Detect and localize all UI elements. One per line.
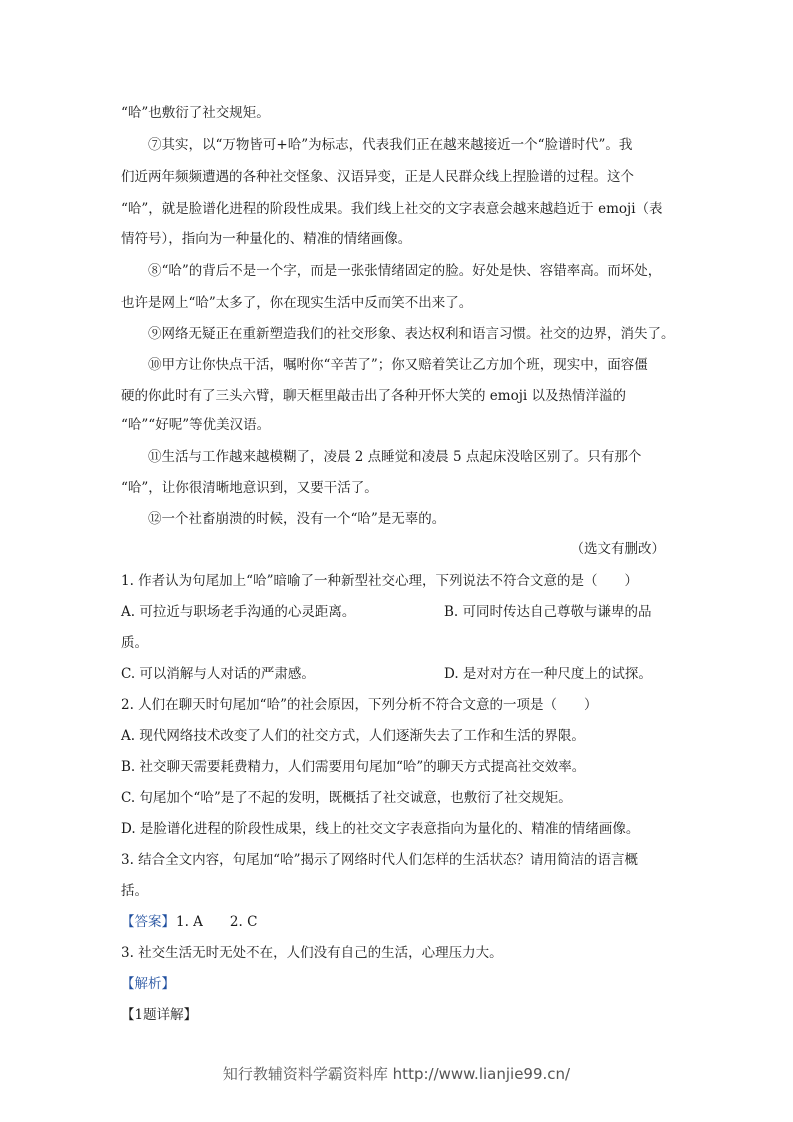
passage-text: 硬的你此时有了三头六臂，聊天框里敲击出了各种开怀大笑的 emoji 以及热情洋溢的: [121, 388, 627, 404]
passage-text: ⑫一个社畜崩溃的时候，没有一个“哈”是无辜的。: [148, 511, 446, 527]
footer-watermark: 知行教辅资料学霸资料库 http://www.lianjie99.cn/: [222, 1065, 571, 1083]
passage-paragraph-8: [0, 255, 793, 287]
question-3-stem-wrap: [0, 875, 793, 907]
passage-text: “哈”也敷衍了社交规矩。: [121, 105, 270, 121]
option-b-continuation: 质。: [121, 635, 148, 651]
passage-line: [0, 161, 793, 193]
option-d: D. 是对对方在一种尺度上的试探。: [444, 666, 652, 682]
question-text: 2. 人们在聊天时句尾加“哈”的社会原因，下列分析不符合文意的一项是（ ）: [121, 697, 598, 713]
passage-paragraph-9: [0, 318, 793, 350]
question-text: 3. 结合全文内容，句尾加“哈”揭示了网络时代人们怎样的生活状态？请用简洁的语言概: [121, 852, 638, 868]
passage-text: 情符号），指向为一种量化的、精准的情绪画像。: [121, 231, 412, 247]
answer-text: 3. 社交生活无时无处不在，人们没有自己的生活，心理压力大。: [121, 945, 503, 961]
question-1-options-cd: [0, 658, 793, 690]
passage-line: [0, 193, 793, 225]
question-1-stem: [0, 565, 793, 597]
passage-line: [0, 472, 793, 504]
passage-text: “哈”，就是脸谱化进程的阶段性成果。我们线上社交的文字表意会越来越趋近于 emoji（表: [121, 201, 663, 217]
passage-text: 也许是网上“哈”太多了，你在现实生活中反而笑不出来了。: [121, 295, 473, 311]
source-note: （选文有删改）: [570, 541, 665, 557]
question-2-option-b: [0, 751, 793, 783]
analysis-subheading: 【1题详解】: [121, 1007, 198, 1023]
option-b: B. 可同时传达自己尊敬与谦卑的品: [444, 604, 652, 620]
passage-text: ⑩甲方让你快点干活，嘱咐你“辛苦了”；你又赔着笑让乙方加个班，现实中，面容僵: [148, 357, 648, 373]
answer-label: 【答案】: [121, 914, 175, 930]
question-text: 1. 作者认为句尾加上“哈”暗喻了一种新型社交心理，下列说法不符合文意的是（ ）: [121, 573, 638, 589]
question-2-option-d: [0, 813, 793, 845]
option-a: A. 现代网络技术改变了人们的社交方式，人们逐渐失去了工作和生活的界限。: [121, 728, 585, 744]
answer-text: 1. A 2. C: [176, 914, 258, 930]
analysis-sub-line: [0, 999, 793, 1031]
passage-line: [0, 97, 793, 129]
question-2-option-a: [0, 720, 793, 752]
passage-text: ⑨网络无疑正在重新塑造我们的社交形象、表达权利和语言习惯。社交的边界，消失了。: [148, 326, 675, 342]
question-2-option-c: [0, 782, 793, 814]
analysis-label: 【解析】: [121, 976, 175, 992]
option-c: C. 可以消解与人对话的严肃感。: [121, 666, 315, 682]
passage-text: ⑦其实，以“万物皆可+哈”为标志，代表我们正在越来越接近一个“脸谱时代”。我: [148, 137, 633, 153]
passage-text: ⑧“哈”的背后不是一个字，而是一张张情绪固定的脸。好处是快、容错率高。而坏处，: [148, 263, 662, 279]
answer-line-2: [0, 937, 793, 969]
answer-line: [0, 906, 793, 938]
option-d: D. 是脸谱化进程的阶段性成果，线上的社交文字表意指向为量化的、精准的情绪画像。: [121, 821, 640, 837]
passage-line: [0, 223, 793, 255]
source-note-line: [0, 533, 793, 565]
option-a: A. 可拉近与职场老手沟通的心灵距离。: [121, 604, 356, 620]
passage-text: “哈”“好呢”等优美汉语。: [121, 417, 271, 433]
passage-paragraph-11: [0, 441, 793, 473]
option-c: C. 句尾加个“哈”是了不起的发明，既概括了社交诚意，也敷衍了社交规矩。: [121, 790, 572, 806]
passage-line: [0, 287, 793, 319]
analysis-line: [0, 968, 793, 1000]
option-b: B. 社交聊天需要耗费精力，人们需要用句尾加“哈”的聊天方式提高社交效率。: [121, 759, 586, 775]
question-3-stem: [0, 844, 793, 876]
question-text: 括。: [121, 883, 148, 899]
passage-text: “哈”，让你很清晰地意识到，又要干活了。: [121, 480, 378, 496]
passage-paragraph-10: [0, 349, 793, 381]
question-1-options-ab: [0, 596, 793, 628]
passage-paragraph-12: [0, 503, 793, 535]
passage-paragraph-7: [0, 129, 793, 161]
passage-text: ⑪生活与工作越来越模糊了，凌晨 2 点睡觉和凌晨 5 点起床没啥区别了。只有那个: [148, 449, 642, 465]
passage-line: [0, 380, 793, 412]
passage-line: [0, 409, 793, 441]
passage-text: 们近两年频频遭遇的各种社交怪象、汉语异变，正是人民群众线上捏脸谱的过程。这个: [121, 169, 634, 185]
question-1-option-b-wrap: [0, 627, 793, 659]
question-2-stem: [0, 689, 793, 721]
